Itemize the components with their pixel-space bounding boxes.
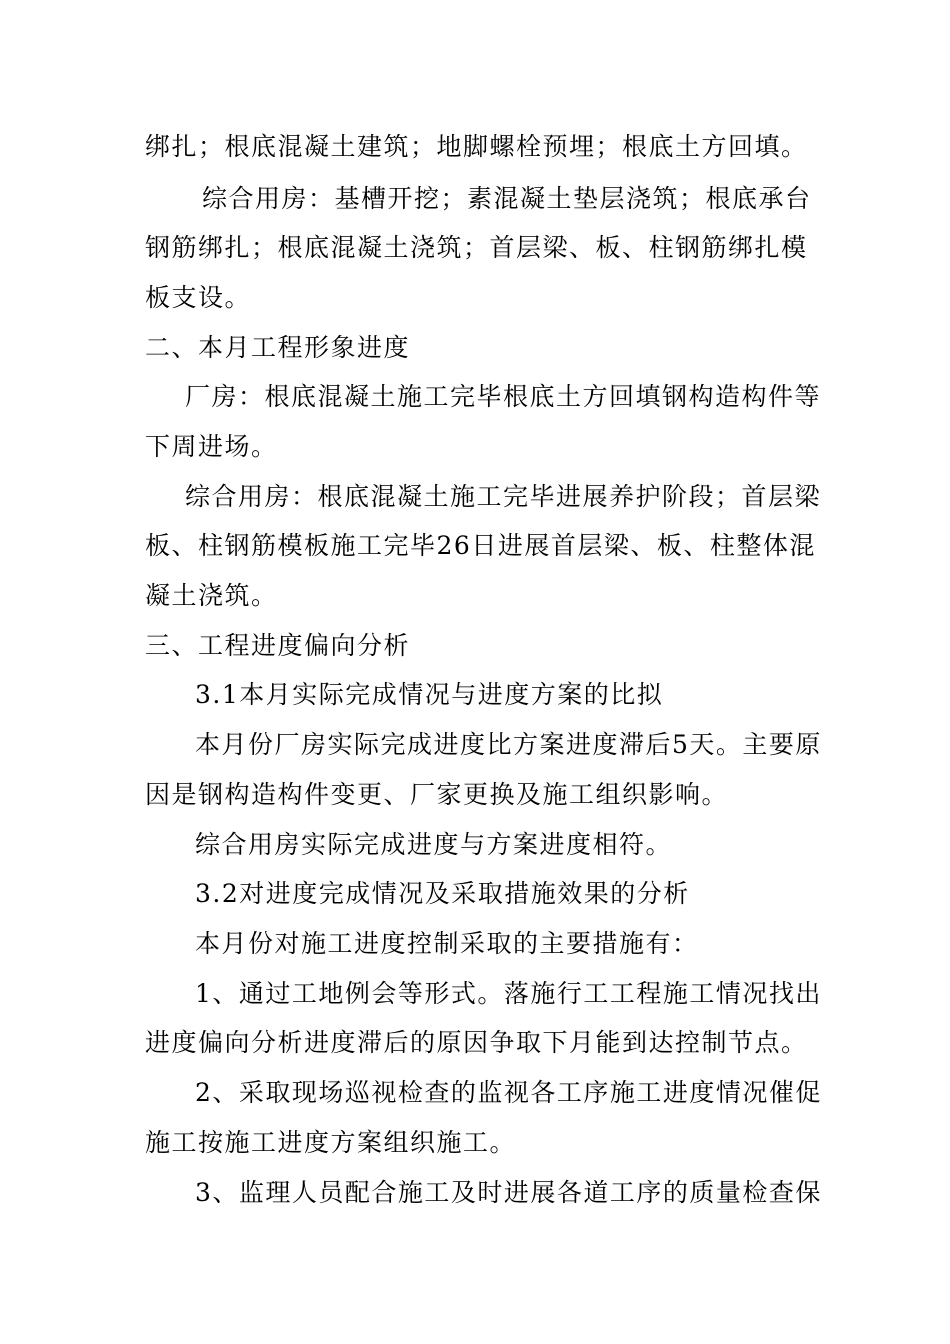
text-line: 厂房：根底混凝土施工完毕根底土方回填钢构造构件等	[185, 382, 822, 411]
text-line: 施工按施工进度方案组织施工。	[145, 1128, 517, 1157]
text-line: 本月份对施工进度控制采取的主要措施有：	[195, 929, 699, 958]
text-line: 综合用房实际完成进度与方案进度相符。	[195, 830, 673, 859]
text-line: 凝土浇筑。	[145, 581, 278, 610]
text-line: 因是钢构造构件变更、厂家更换及施工组织影响。	[145, 780, 729, 809]
text-line: 本月份厂房实际完成进度比方案进度滞后5天。主要原	[195, 730, 822, 759]
text-line: 进度偏向分析进度滞后的原因争取下月能到达控制节点。	[145, 1028, 808, 1057]
subsection-heading: 3.1本月实际完成情况与进度方案的比拟	[195, 680, 664, 709]
text-line: 绑扎；根底混凝土建筑；地脚螺栓预埋；根底土方回填。	[145, 132, 808, 161]
text-line: 下周进场。	[145, 432, 278, 461]
text-line: 1、通过工地例会等形式。落施行工工程施工情况找出	[195, 979, 822, 1008]
section-heading: 三、工程进度偏向分析	[145, 631, 411, 660]
text-line: 钢筋绑扎；根底混凝土浇筑；首层梁、板、柱钢筋绑扎模	[145, 233, 808, 262]
text-line: 综合用房：基槽开挖；素混凝土垫层浇筑；根底承台	[202, 184, 812, 213]
text-line: 2、采取现场巡视检查的监视各工序施工进度情况催促	[195, 1078, 822, 1107]
text-line: 综合用房：根底混凝土施工完毕进展养护阶段；首层梁	[185, 482, 822, 511]
section-heading: 二、本月工程形象进度	[145, 333, 411, 362]
subsection-heading: 3.2对进度完成情况及采取措施效果的分析	[195, 879, 690, 908]
text-line: 板支设。	[145, 283, 252, 312]
text-line: 3、监理人员配合施工及时进展各道工序的质量检查保	[195, 1178, 822, 1207]
text-line: 板、柱钢筋模板施工完毕26日进展首层梁、板、柱整体混	[145, 531, 816, 560]
